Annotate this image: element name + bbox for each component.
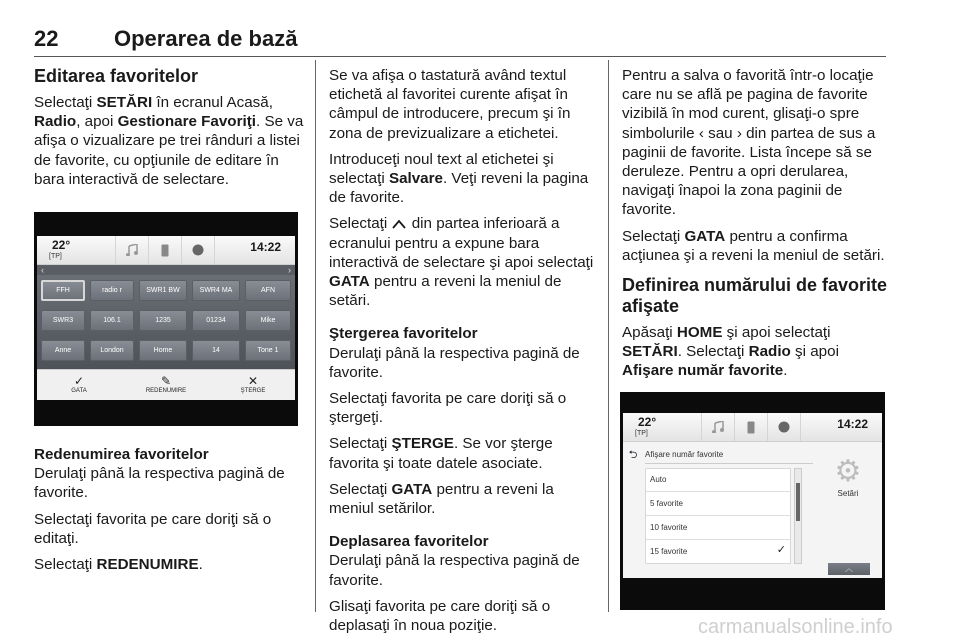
check-icon: ✓ [776,544,786,556]
favorite-button[interactable]: SWR3 [41,310,85,331]
page-number: 22 [34,26,59,51]
pencil-icon: ✎ [160,374,172,388]
list-item[interactable]: 5 favorite [646,493,790,516]
scroll-right-icon[interactable]: › [288,265,291,275]
paragraph: Selectaţi REDENUMIRE. [34,556,203,574]
paragraph: Introduceţi noul text al etichetei şi selectaţi Salvare. Veţi reveni la pagina de favorite. [329,150,589,207]
subheading-move: Deplasarea favoritelor [329,533,489,551]
gears-icon: ⚙ [834,455,862,488]
paragraph: Apăsaţi HOME şi apoi selectaţi SETĂRI. Selectaţi Radio şi apoi Afişare număr favorite. [622,324,839,380]
status-bar [37,236,295,265]
scroll-left-icon[interactable]: ‹ [41,265,44,275]
favorite-button[interactable]: radio r [90,280,134,301]
section-heading-edit: Editarea favoritelor [34,66,199,86]
favorite-button[interactable]: Home [139,340,187,361]
favorite-button[interactable]: AFN [245,280,291,301]
favorites-grid [37,275,295,370]
paragraph: Se va afişa o tastatură având textul etichetă al favoritei curente afişat în câmpul de introducere, precum şi în zona de previzualizare a etichetei. [329,67,571,142]
column-1-lower [34,445,306,581]
column-divider-1 [315,60,316,612]
paragraph: Selectaţi SETĂRI în ecranul Acasă, Radio, apoi Gestionare Favoriţi. Se va afişa o vizualizare pe trei rânduri a listei de favorite, cu opţiunile de editare în bara interactivă de selectare. [34,94,304,188]
back-icon[interactable]: ⮌ [628,449,638,461]
delete-button[interactable]: ✕ ŞTERGE [213,374,293,394]
favorite-button[interactable]: London [90,340,134,361]
subheading-rename: Redenumirea favoritelor [34,446,209,463]
page-title: Operarea de bază [114,26,298,51]
temperature: 22° [638,415,657,429]
favorites-scroll-row [37,265,295,275]
phone-icon[interactable] [734,413,767,441]
favorite-button[interactable]: FFH [41,280,85,301]
favorites-count-screenshot [620,392,885,610]
watermark: carmanualsonline.info [698,616,893,638]
list-item[interactable]: 10 favorite [646,517,790,540]
paragraph: Pentru a salva o favorită într-o locaţie care nu se află pe pagina de favorite vizibilă în mod curent, glisaţi-o spre simbolurile ‹ sau › din partea de sus a paginii de favorite. Lista începe să se deruleze. Pentru a opri derularea, navigaţi înapoi la zona paginii de favorite. [622,67,876,219]
header-rule [34,56,886,57]
settings-label: Setări [837,489,859,498]
paragraph: Derulaţi până la respectiva pagină de favorite. [329,344,580,381]
column-divider-2 [608,60,609,612]
paragraph: Glisaţi favorita pe care doriţi să o deplasaţi în noua poziţie. [329,597,551,635]
expand-bar-button[interactable]: ︿ [828,563,870,575]
paragraph: Selectaţi GATA pentru a reveni la meniul setărilor. [329,480,554,518]
scrollbar[interactable] [794,468,802,564]
paragraph: Selectaţi din partea inferioară a ecranului pentru a expune bara interactivă de selectare şi apoi selectaţi GATA pentru a reveni la meniul de setări. [329,215,594,310]
favorite-button[interactable]: SWR4 MA [192,280,240,301]
chevron-up-icon [391,218,407,229]
paragraph: Selectaţi ŞTERGE. Se vor şterge favorita şi toate datele asociate. [329,435,553,472]
status-bar [623,413,882,442]
interactive-selector-bar [37,369,295,400]
settings-tile[interactable] [823,455,873,498]
submenu-title: Afişare număr favorite [645,447,813,464]
tp-indicator: [TP] [635,430,648,437]
check-icon: ✓ [73,374,85,388]
favorite-button[interactable]: SWR1 BW [139,280,187,301]
section-heading-count: Definirea numărului de favorite afişate [622,275,888,317]
phone-icon[interactable] [148,236,181,264]
column-2 [329,66,601,642]
settings-circle-icon[interactable] [767,413,801,441]
column-1 [34,66,306,196]
favorite-button[interactable]: Anne [41,340,85,361]
list-item[interactable]: 15 favorite [650,547,688,556]
paragraph: Selectaţi GATA pentru a confirma acţiunea şi a reveni la meniul de setări. [622,227,885,264]
music-icon[interactable] [701,413,734,441]
favorite-button[interactable]: 01234 [192,310,240,331]
music-icon[interactable] [115,236,148,264]
infotainment-screen [37,236,295,400]
paragraph: Selectaţi favorita pe care doriţi să o ştergeţi. [329,390,567,427]
favorite-button[interactable]: 14 [192,340,240,361]
column-3 [622,66,888,388]
infotainment-screen [623,413,882,578]
list-item[interactable]: Auto [646,469,790,492]
paragraph: Selectaţi favorita pe care doriţi să o editaţi. [34,510,272,547]
favorite-button[interactable]: Tone 1 [245,340,291,361]
clock: 14:22 [837,417,868,431]
done-button[interactable]: ✓ GATA [39,374,119,394]
favorite-button[interactable]: Mike [245,310,291,331]
temperature: 22° [52,238,71,252]
close-icon: ✕ [247,374,259,388]
favorite-button[interactable]: 106.1 [90,310,134,331]
tp-indicator: [TP] [49,253,62,260]
rename-button[interactable]: ✎ REDENUMIRE [126,374,206,394]
paragraph: Derulaţi până la respectiva pagină de favorite. [329,552,580,589]
clock: 14:22 [250,240,281,254]
paragraph: Derulaţi până la respectiva pagină de favorite. [34,465,285,502]
subheading-delete: Ştergerea favoritelor [329,325,478,343]
favorite-button[interactable]: 1235 [139,310,187,331]
options-list [645,468,791,564]
favorites-screenshot [34,212,298,426]
settings-circle-icon[interactable] [181,236,215,264]
